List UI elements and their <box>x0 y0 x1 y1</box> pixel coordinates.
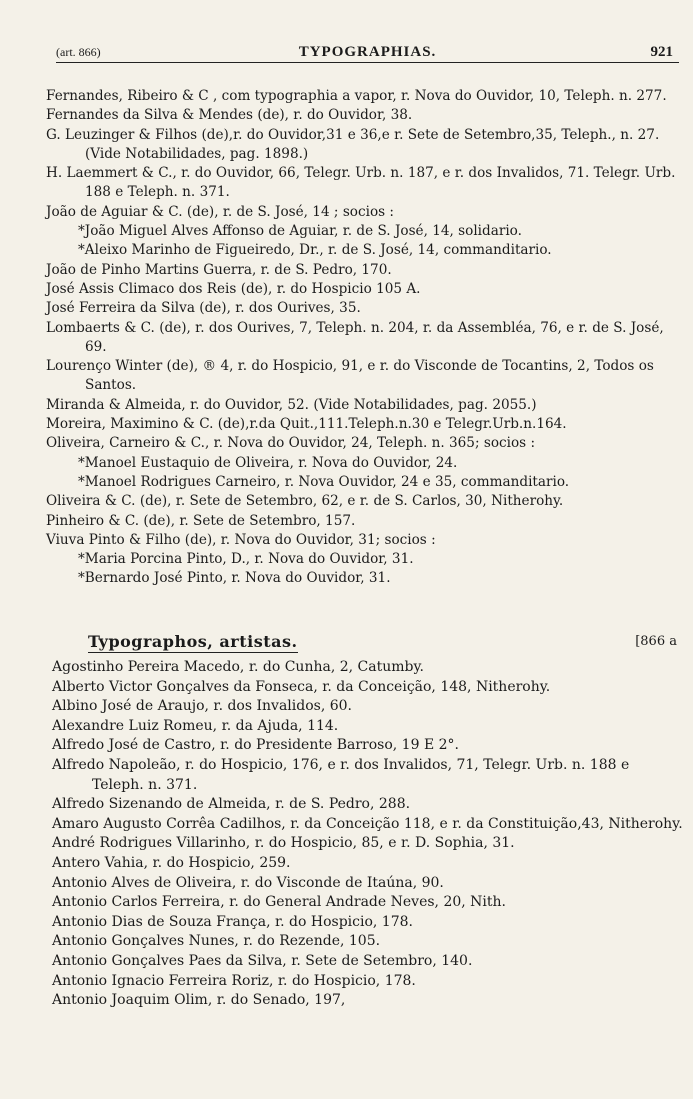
list-item: Antonio Alves de Oliveira, r. do Visconde de Itaúna, 90. <box>52 874 444 891</box>
list-item: João de Pinho Martins Guerra, r. de S. Pedro, 170. <box>46 261 392 278</box>
list-item: João de Aguiar & C. (de), r. de S. José, 14 ; socios : <box>46 203 395 220</box>
list-item: Antonio Joaquim Olim, r. do Senado, 197, <box>52 992 346 1009</box>
page-title: TYPOGRAPHIAS. <box>298 44 437 60</box>
list-item: Antonio Gonçalves Nunes, r. do Rezende, 105. <box>52 933 381 950</box>
partner-item: *Maria Porcina Pinto, D., r. Nova do Ouvidor, 31. <box>78 551 414 568</box>
section-ref: [866 a <box>635 634 677 649</box>
list-item: Oliveira & C. (de), r. Sete de Setembro, 62, e r. de S. Carlos, 30, Nitherohy. <box>46 493 564 510</box>
list-item: Lourenço Winter (de), ® 4, r. do Hospicio, 91, e r. do Visconde de Tocantins, 2, Todos os Santos. <box>46 358 654 394</box>
list-item: Antonio Ignacio Ferreira Roriz, r. do Hospicio, 178. <box>52 972 416 989</box>
list-item: Oliveira, Carneiro & C., r. Nova do Ouvidor, 24, Teleph. n. 365; socios : <box>46 435 536 452</box>
list-item: Albino José de Araujo, r. dos Invalidos, 60. <box>52 698 352 715</box>
page-number: 921 <box>650 44 673 60</box>
list-item: Alfredo Napoleão, r. do Hospicio, 176, e r. dos Invalidos, 71, Telegr. Urb. n. 188 e Teleph. n. 371. <box>52 756 630 793</box>
list-item: Miranda & Almeida, r. do Ouvidor, 52. (Vide Notabilidades, pag. 2055.) <box>46 396 537 413</box>
list-item: Fernandes, Ribeiro & C , com typographia a vapor, r. Nova do Ouvidor, 10, Teleph. n. 277. <box>46 88 667 104</box>
list-item: Antonio Dias de Souza França, r. do Hospicio, 178. <box>52 913 413 930</box>
typographos-list <box>52 658 685 1011</box>
article-ref: (art. 866) <box>56 45 101 59</box>
list-item: Alfredo José de Castro, r. do Presidente Barroso, 19 E 2°. <box>52 737 459 754</box>
list-item: José Ferreira da Silva (de), r. dos Ourives, 35. <box>46 300 361 317</box>
list-item: Alfredo Sizenando de Almeida, r. de S. Pedro, 288. <box>52 796 411 813</box>
partner-item: *Bernardo José Pinto, r. Nova do Ouvidor, 31. <box>78 570 391 587</box>
section-title: Typographos, artistas. <box>88 632 298 651</box>
list-item: H. Laemmert & C., r. do Ouvidor, 66, Telegr. Urb. n. 187, e r. dos Invalidos, 71. Telegr. Urb. 188 e Teleph. n. 371. <box>46 165 676 201</box>
list-item: Antonio Carlos Ferreira, r. do General Andrade Neves, 20, Nith. <box>52 894 506 911</box>
list-item: Pinheiro & C. (de), r. Sete de Setembro, 157. <box>46 512 356 529</box>
list-item: Alexandre Luiz Romeu, r. da Ajuda, 114. <box>52 717 339 734</box>
partner-item: *Manoel Eustaquio de Oliveira, r. Nova do Ouvidor, 24. <box>78 454 458 471</box>
list-item: Fernandes da Silva & Mendes (de), r. do Ouvidor, 38. <box>46 107 413 124</box>
list-item: Moreira, Maximino & C. (de),r.da Quit.,111.Teleph.n.30 e Telegr.Urb.n.164. <box>46 416 567 433</box>
partner-item: *Manoel Rodrigues Carneiro, r. Nova Ouvidor, 24 e 35, commanditario. <box>78 473 570 490</box>
list-item: José Assis Climaco dos Reis (de), r. do Hospicio 105 A. <box>46 280 421 297</box>
list-item: Amaro Augusto Corrêa Cadilhos, r. da Conceição 118, e r. da Constituição,43, Nitherohy. <box>52 815 683 832</box>
partner-item: *Aleixo Marinho de Figueiredo, Dr., r. de S. José, 14, commanditario. <box>78 242 552 259</box>
list-item: André Rodrigues Villarinho, r. do Hospicio, 85, e r. D. Sophia, 31. <box>52 835 515 852</box>
list-item: Viuva Pinto & Filho (de), r. Nova do Ouvidor, 31; socios : <box>46 531 436 548</box>
partner-item: *João Miguel Alves Affonso de Aguiar, r. de S. José, 14, solidario. <box>78 223 522 240</box>
section-heading-row <box>88 632 677 656</box>
list-item: G. Leuzinger & Filhos (de),r. do Ouvidor,31 e 36,e r. Sete de Setembro,35, Teleph., n. 27. (Vide Notabilidades, pag. 1898.) <box>46 126 660 162</box>
list-item: Lombaerts & C. (de), r. dos Ourives, 7, Teleph. n. 204, r. da Assembléa, 76, e r. de S. José, 69. <box>46 319 664 355</box>
list-item: Alberto Victor Gonçalves da Fonseca, r. da Conceição, 148, Nitherohy. <box>52 678 551 695</box>
list-item: Agostinho Pereira Macedo, r. do Cunha, 2, Catumby. <box>52 659 424 675</box>
typographias-list <box>46 87 685 589</box>
list-item: Antero Vahia, r. do Hospicio, 259. <box>52 854 291 871</box>
page-header <box>56 40 679 63</box>
list-item: Antonio Gonçalves Paes da Silva, r. Sete de Setembro, 140. <box>52 952 473 969</box>
